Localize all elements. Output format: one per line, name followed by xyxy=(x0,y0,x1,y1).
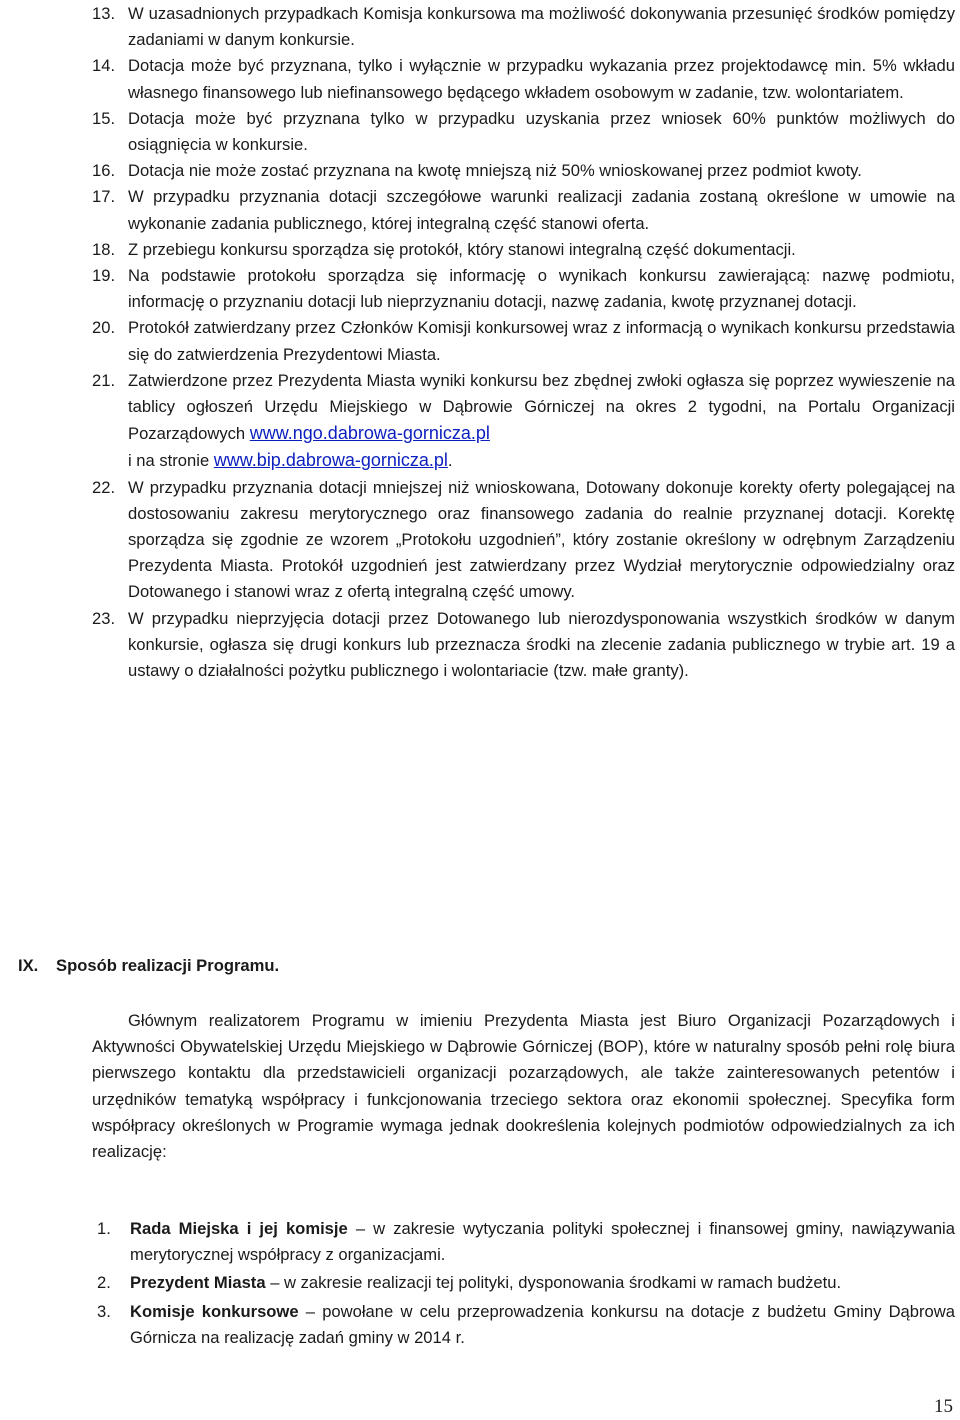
list-item xyxy=(92,368,955,475)
item-number: 16. xyxy=(92,161,116,181)
list-item xyxy=(92,263,955,315)
item-number: 14. xyxy=(92,56,116,76)
item-number: 18. xyxy=(92,239,116,259)
list-item xyxy=(92,158,955,184)
section-number: IX. xyxy=(18,956,39,975)
list-item xyxy=(92,1,955,53)
page-number: 15 xyxy=(934,1396,953,1417)
item-text: Protokół zatwierdzany przez Członków Komisji konkursowej wraz z informacją o wynikach konkursu przedstawia się do zatwierdzenia Prezydentowi Miasta. xyxy=(128,318,955,364)
item-text: W uzasadnionych przypadkach Komisja konkursowa ma możliwość dokonywania przesunięć środków pomiędzy zadaniami w danym konkursie. xyxy=(128,4,955,50)
item-number: 23. xyxy=(92,608,116,628)
ngo-portal-link[interactable]: www.ngo.dabrowa-gornicza.pl xyxy=(249,423,490,444)
list-item xyxy=(92,606,955,685)
body-paragraph: Głównym realizatorem Programu w imieniu Prezydenta Miasta jest Biuro Organizacji Pozarządowych i Aktywności Obywatelskiej Urzędu Miejskiego w Dąbrowie Górniczej (BOP), które w naturalny sposób pełni rolę biura pierwszego kontaktu dla przedstawicieli organizacji pozarządowych, ale także zainteresowanych petentów i urzędników tematyką współpracy i funkcjonowania trzeciego sektora oraz ekonomii społecznej. Specyfika form współpracy określonych w Programie wymaga jednak dookreślenia kolejnych podmiotów odpowiedzialnych za ich realizację: xyxy=(92,1011,955,1162)
section-title: Sposób realizacji Programu. xyxy=(56,956,280,975)
item-number: 20. xyxy=(92,318,116,338)
entity-description: – w zakresie realizacji tej polityki, dysponowania środkami w ramach budżetu. xyxy=(270,1273,842,1293)
item-text xyxy=(128,368,955,475)
item-text-part: Zatwierdzone przez Prezydenta Miasta wyniki konkursu bez zbędnej zwłoki ogłasza się poprzez wywieszenie na tablicy ogłoszeń Urzędu Miejskiego w Dąbrowie Górniczej na okres 2 tygodni, na Portalu Organizacji Pozarządowych xyxy=(128,370,955,444)
bip-website-link[interactable]: www.bip.dabrowa-gornicza.pl xyxy=(213,450,448,471)
item-number: 22. xyxy=(92,477,116,497)
item-text: Dotacja nie może zostać przyznana na kwotę mniejszą niż 50% wnioskowanej przez podmiot kwoty. xyxy=(128,161,862,181)
item-text: Na podstawie protokołu sporządza się informację o wynikach konkursu zawierającą: nazwę podmiotu, informację o przyznaniu dotacji lub nieprzyznaniu dotacji, nazwę zadania, kwotę przyznanej dotacji. xyxy=(128,266,955,312)
item-number: 17. xyxy=(92,187,116,207)
item-number: 19. xyxy=(92,266,116,286)
list-item xyxy=(92,237,955,263)
list-item xyxy=(92,1216,955,1268)
responsible-entities-list xyxy=(92,1216,955,1353)
list-item xyxy=(92,1299,955,1351)
item-number: 3. xyxy=(97,1301,111,1321)
entity-name: Prezydent Miasta xyxy=(130,1273,266,1293)
numbered-provisions-list xyxy=(92,1,955,684)
item-text: Dotacja może być przyznana tylko w przypadku uzyskania przez wniosek 60% punktów możliwych do osiągnięcia w konkursie. xyxy=(128,108,955,155)
item-text: Dotacja może być przyznana, tylko i wyłącznie w przypadku wykazania przez projektodawcę min. 5% wkładu własnego finansowego lub niefinansowego będącego wkładem osobowym w zadanie, tzw. wolontariatem. xyxy=(128,56,955,102)
list-item xyxy=(92,53,955,105)
entity-name: Rada Miejska i jej komisje xyxy=(130,1219,348,1238)
list-item xyxy=(92,106,955,158)
item-number: 21. xyxy=(92,370,116,390)
list-item xyxy=(92,475,955,606)
item-text-part: . xyxy=(447,451,453,471)
item-number: 13. xyxy=(92,4,116,23)
item-number: 2. xyxy=(97,1273,111,1293)
item-text-part: i na stronie xyxy=(128,451,210,471)
entity-description: – w zakresie wytyczania polityki społecznej i finansowej gminy, nawiązywania merytorycznej współpracy z organizacjami. xyxy=(130,1219,955,1265)
list-item xyxy=(92,184,955,236)
entity-name: Komisje konkursowe xyxy=(130,1301,299,1321)
item-number: 15. xyxy=(92,108,116,128)
item-number: 1. xyxy=(97,1219,111,1238)
entity-description: – powołane w celu przeprowadzenia konkursu na dotacje z budżetu Gminy Dąbrowa Górnicza na realizację zadań gminy w 2014 r. xyxy=(130,1301,955,1347)
item-text: W przypadku przyznania dotacji szczegółowe warunki realizacji zadania zostaną określone w umowie na wykonanie zadania publicznego, której integralną część stanowi oferta. xyxy=(128,187,955,233)
item-text: W przypadku nieprzyjęcia dotacji przez Dotowanego lub nierozdysponowania wszystkich środków w danym konkursie, ogłasza się drugi konkurs lub przeznacza środki na zlecenie zadania publicznego w trybie art. 19 a ustawy o działalności pożytku publicznego i wolontariacie (tzw. małe granty). xyxy=(128,608,955,681)
item-text: W przypadku przyznania dotacji mniejszej niż wnioskowana, Dotowany dokonuje korekty oferty polegającej na dostosowaniu zakresu merytorycznego oraz finansowego zadania do realnie przyznanej dotacji. Korektę sporządza się zgodnie ze wzorem „Protokołu uzgodnień”, który zostanie określony w odrębnym Zarządzeniu Prezydenta Miasta. Protokół uzgodnień jest zatwierdzany przez Wydział merytorycznie odpowiedzialny oraz Dotowanego i stanowi wraz z ofertą integralną część umowy. xyxy=(128,477,955,602)
list-item xyxy=(92,315,955,367)
item-text: Z przebiegu konkursu sporządza się protokół, który stanowi integralną część dokumentacji. xyxy=(128,239,796,259)
list-item xyxy=(92,1270,955,1296)
